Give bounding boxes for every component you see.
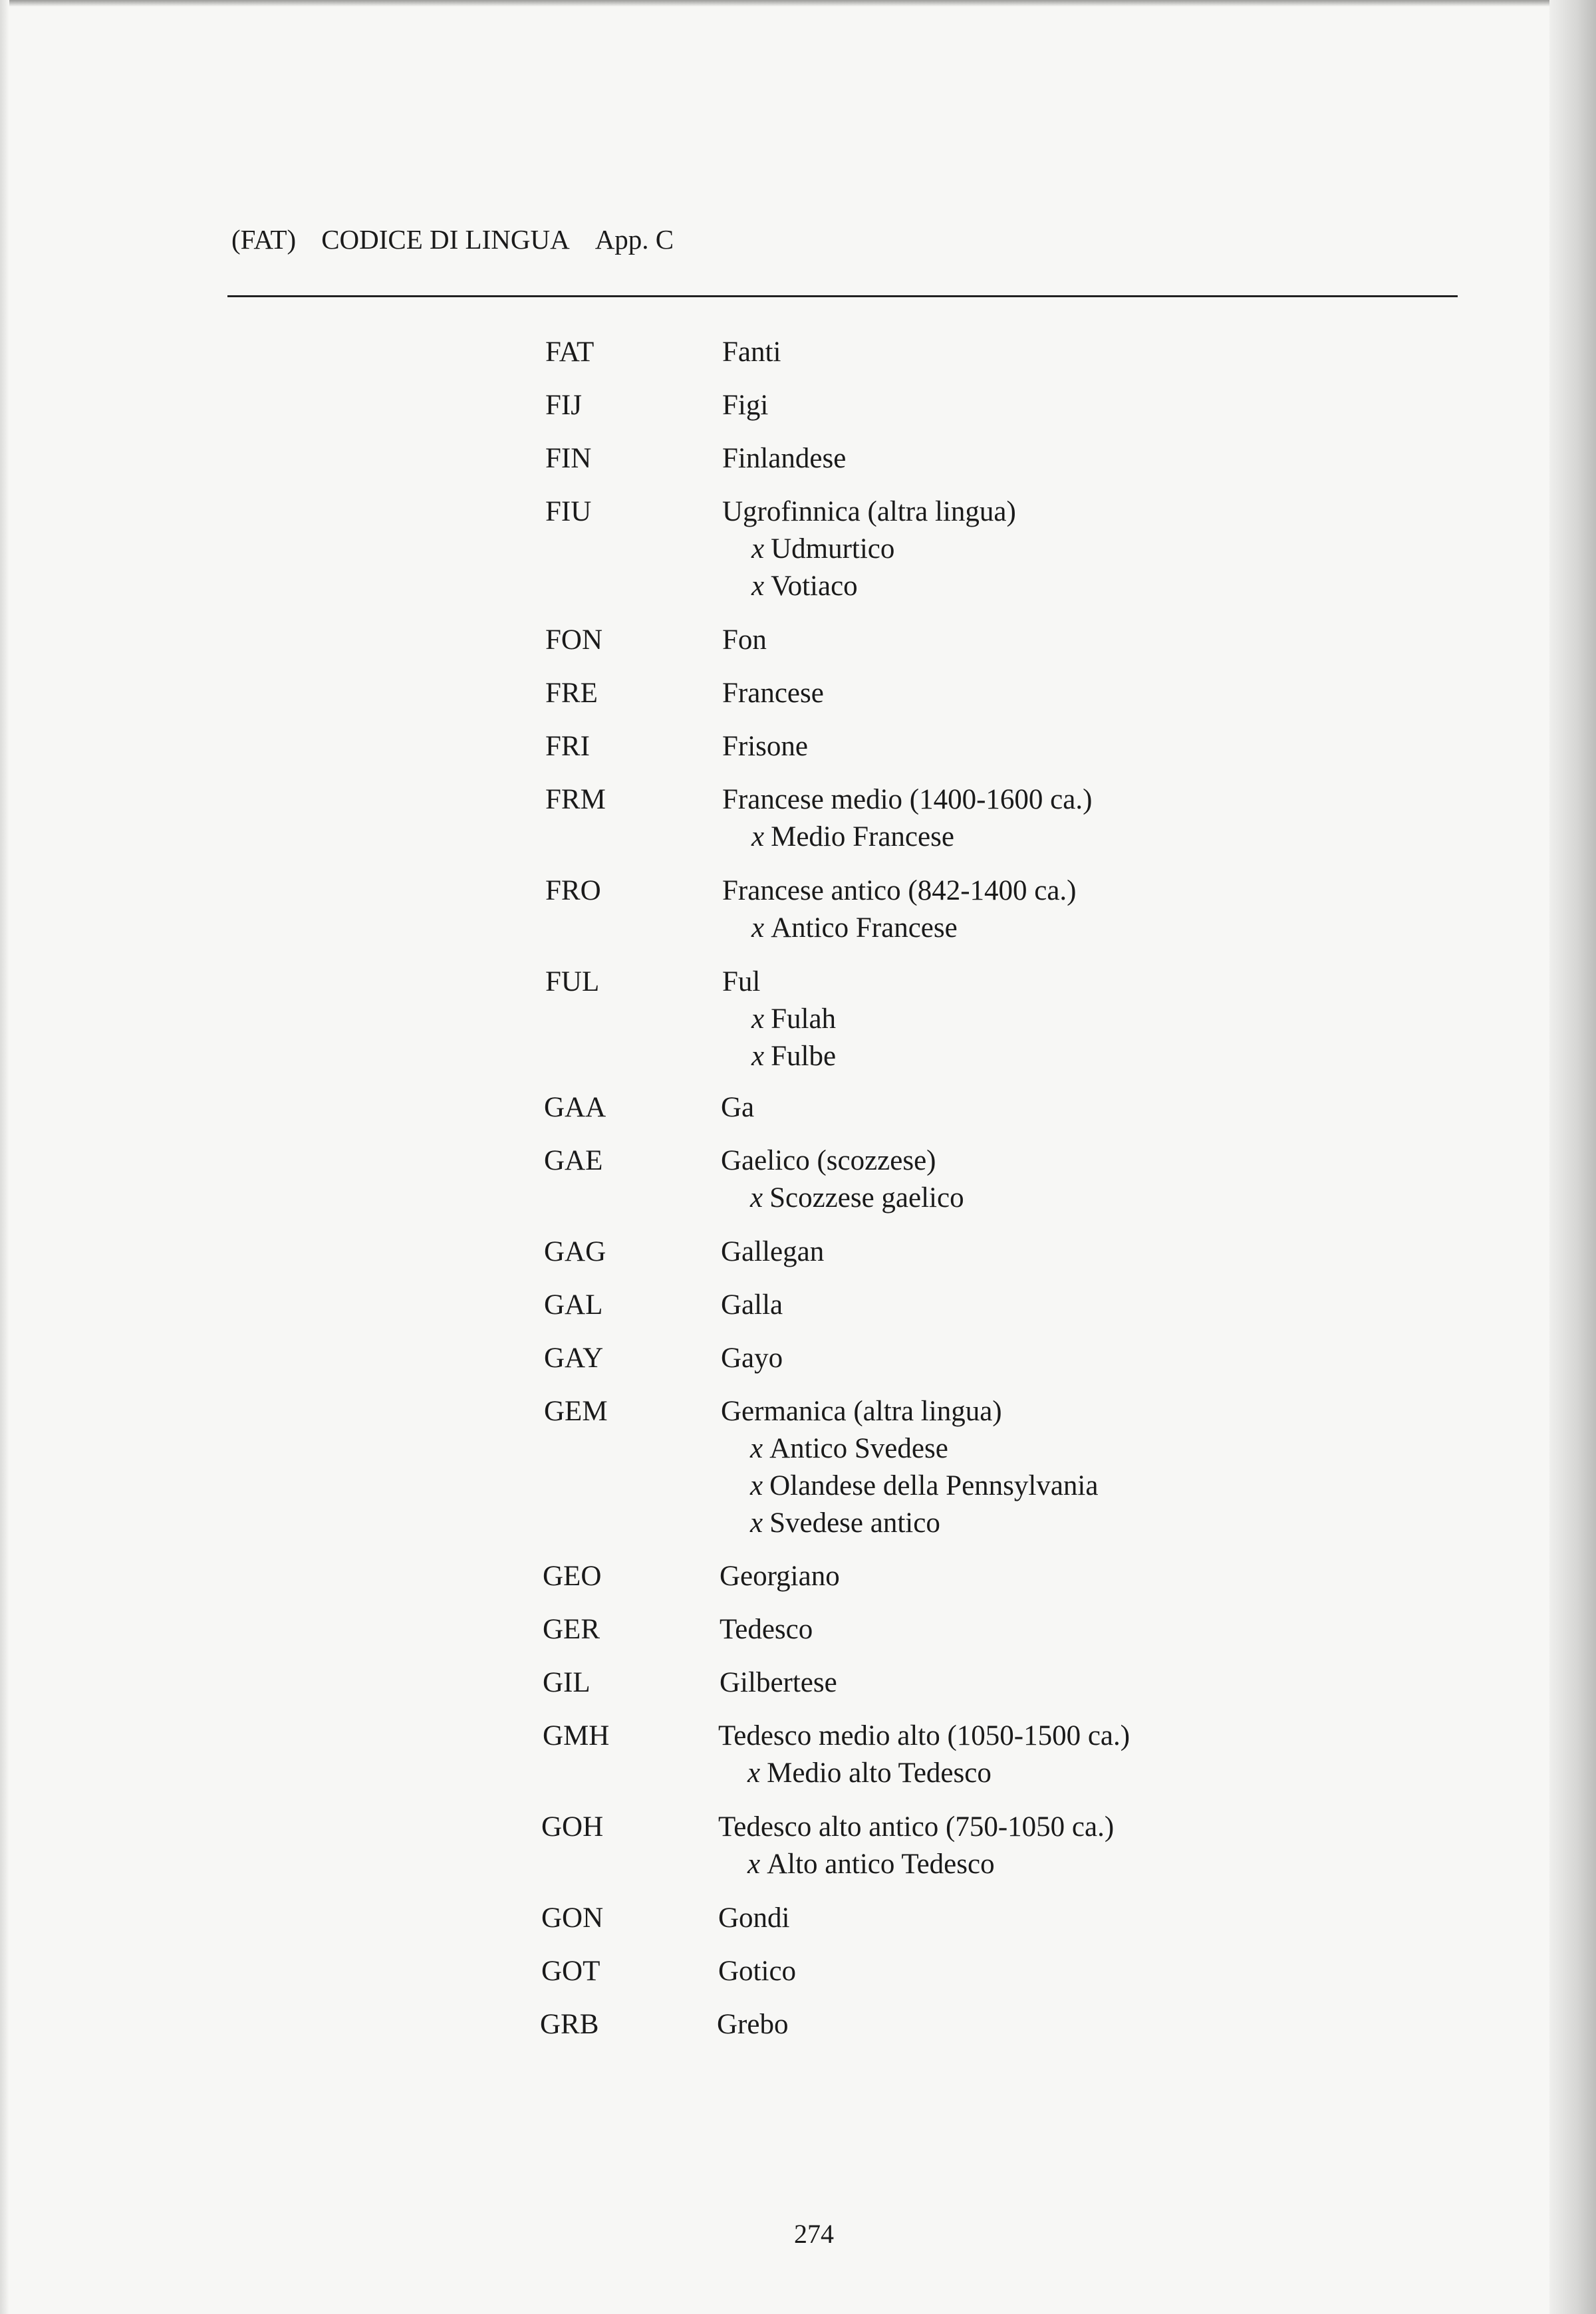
entry-language-name: Ful	[722, 966, 761, 997]
see-reference-text: Svedese antico	[769, 1507, 940, 1539]
see-reference	[721, 1505, 1098, 1542]
see-reference	[722, 531, 1016, 568]
entry-description	[722, 334, 781, 371]
running-header	[231, 223, 699, 255]
header-title: CODICE DI LINGUA	[321, 224, 570, 255]
entry-description	[721, 1393, 1098, 1542]
entry-code: GMH	[543, 1720, 610, 1751]
entry-description	[722, 728, 808, 765]
entry-language-name: Francese medio (1400-1600 ca.)	[722, 784, 1093, 815]
entry-description	[722, 675, 824, 712]
see-reference-text: Medio Francese	[771, 821, 954, 852]
entry-code: FRE	[545, 678, 598, 709]
see-reference-text: Medio alto Tedesco	[767, 1757, 992, 1789]
entry-code: GEO	[543, 1561, 602, 1592]
entry-description	[721, 1340, 783, 1377]
entry-language-name: Gilbertese	[720, 1667, 837, 1698]
entry-description	[722, 387, 768, 424]
see-reference-text: Votiaco	[771, 571, 858, 602]
header-rule	[227, 295, 1458, 297]
see-reference	[721, 1430, 1098, 1468]
see-marker: x	[747, 1849, 761, 1880]
see-marker: x	[750, 1470, 763, 1501]
entry-code: GER	[543, 1614, 600, 1645]
entry-language-name: Frisone	[722, 731, 808, 762]
see-marker: x	[750, 1182, 763, 1214]
entry-language-name: Gaelico (scozzese)	[721, 1145, 936, 1176]
entry-language-name: Francese	[722, 678, 824, 709]
entry-language-name: Gallegan	[721, 1236, 825, 1267]
entry-language-name: Georgiano	[720, 1561, 840, 1592]
page-left-edge	[0, 0, 9, 2314]
entry-code: GOT	[541, 1956, 600, 1987]
entry-description	[722, 872, 1077, 947]
entry-description	[722, 781, 1092, 856]
entry-code: GRB	[540, 2009, 599, 2040]
see-marker: x	[751, 571, 765, 602]
entry-code: FON	[545, 624, 603, 656]
entry-description	[721, 1142, 964, 1217]
entry-code: FIJ	[545, 390, 582, 421]
entry-code: GON	[541, 1902, 604, 1934]
entry-language-name: Germanica (altra lingua)	[721, 1396, 1002, 1427]
see-marker: x	[751, 912, 765, 944]
entry-code: FRM	[545, 784, 606, 815]
header-appendix: App. C	[595, 224, 674, 255]
entry-description	[721, 1233, 824, 1271]
entry-language-name: Gondi	[718, 1902, 790, 1934]
see-marker: x	[751, 533, 765, 565]
see-reference	[718, 1755, 1130, 1792]
entry-code: GIL	[543, 1667, 591, 1698]
entry-description	[720, 1664, 837, 1702]
page-right-edge	[1549, 0, 1596, 2314]
entry-description	[722, 964, 836, 1075]
see-marker: x	[751, 821, 765, 852]
entry-description	[722, 622, 767, 659]
entry-language-name: Gotico	[718, 1956, 797, 1987]
see-marker: x	[750, 1507, 763, 1539]
entry-language-name: Tedesco	[720, 1614, 813, 1645]
entry-language-name: Galla	[721, 1289, 783, 1321]
see-reference-text: Olandese della Pennsylvania	[769, 1470, 1099, 1501]
entry-description	[722, 493, 1016, 605]
entry-code: FAT	[545, 336, 595, 368]
entry-description	[717, 2006, 788, 2043]
see-reference-text: Scozzese gaelico	[769, 1182, 964, 1214]
see-marker: x	[750, 1433, 763, 1464]
entry-code: GAG	[544, 1236, 606, 1267]
entry-description	[720, 1558, 840, 1595]
entry-language-name: Francese antico (842-1400 ca.)	[722, 875, 1077, 906]
entry-language-name: Fanti	[722, 336, 781, 368]
header-bracket-code: (FAT)	[231, 224, 297, 255]
entry-code: GEM	[544, 1396, 608, 1427]
entry-code: FIU	[545, 496, 592, 527]
page-top-shadow	[0, 0, 1596, 7]
entry-description	[718, 1900, 790, 1937]
see-reference-text: Fulah	[771, 1003, 837, 1035]
entry-description	[722, 440, 846, 477]
entry-language-name: Gayo	[721, 1343, 783, 1374]
see-reference	[722, 819, 1092, 856]
see-reference-text: Antico Francese	[771, 912, 958, 944]
see-marker: x	[751, 1003, 765, 1035]
see-reference	[721, 1180, 964, 1217]
see-marker: x	[751, 1041, 765, 1072]
see-reference-text: Fulbe	[771, 1041, 837, 1072]
entry-language-name: Finlandese	[722, 443, 847, 474]
entry-language-name: Ga	[721, 1092, 755, 1123]
entry-code: GOH	[541, 1811, 604, 1843]
entry-code: FRI	[545, 731, 590, 762]
entry-language-name: Figi	[722, 390, 769, 421]
entry-code: GAY	[544, 1343, 604, 1374]
see-reference-text: Alto antico Tedesco	[767, 1849, 995, 1880]
page-number: 274	[794, 2219, 834, 2249]
see-reference	[722, 1001, 836, 1038]
entry-code: FRO	[545, 875, 601, 906]
entry-language-name: Fon	[722, 624, 767, 656]
see-reference	[722, 568, 1016, 605]
entry-code: FUL	[545, 966, 600, 997]
entry-description	[721, 1287, 783, 1324]
entry-description	[718, 1953, 796, 1990]
entry-code: GAE	[544, 1145, 603, 1176]
entry-description	[718, 1809, 1114, 1883]
see-marker: x	[747, 1757, 761, 1789]
entry-language-name: Tedesco medio alto (1050-1500 ca.)	[718, 1720, 1130, 1751]
see-reference	[722, 1038, 836, 1075]
see-reference	[718, 1846, 1114, 1883]
see-reference-text: Udmurtico	[771, 533, 895, 565]
see-reference-text: Antico Svedese	[769, 1433, 948, 1464]
entry-language-name: Ugrofinnica (altra lingua)	[722, 496, 1016, 527]
see-reference	[721, 1468, 1098, 1505]
entry-description	[720, 1611, 813, 1648]
entry-language-name: Grebo	[717, 2009, 789, 2040]
entry-description	[718, 1718, 1130, 1792]
entry-code: FIN	[545, 443, 592, 474]
entry-description	[721, 1089, 754, 1126]
entry-language-name: Tedesco alto antico (750-1050 ca.)	[718, 1811, 1115, 1843]
entry-code: GAA	[544, 1092, 606, 1123]
entry-code: GAL	[544, 1289, 603, 1321]
see-reference	[722, 910, 1077, 947]
